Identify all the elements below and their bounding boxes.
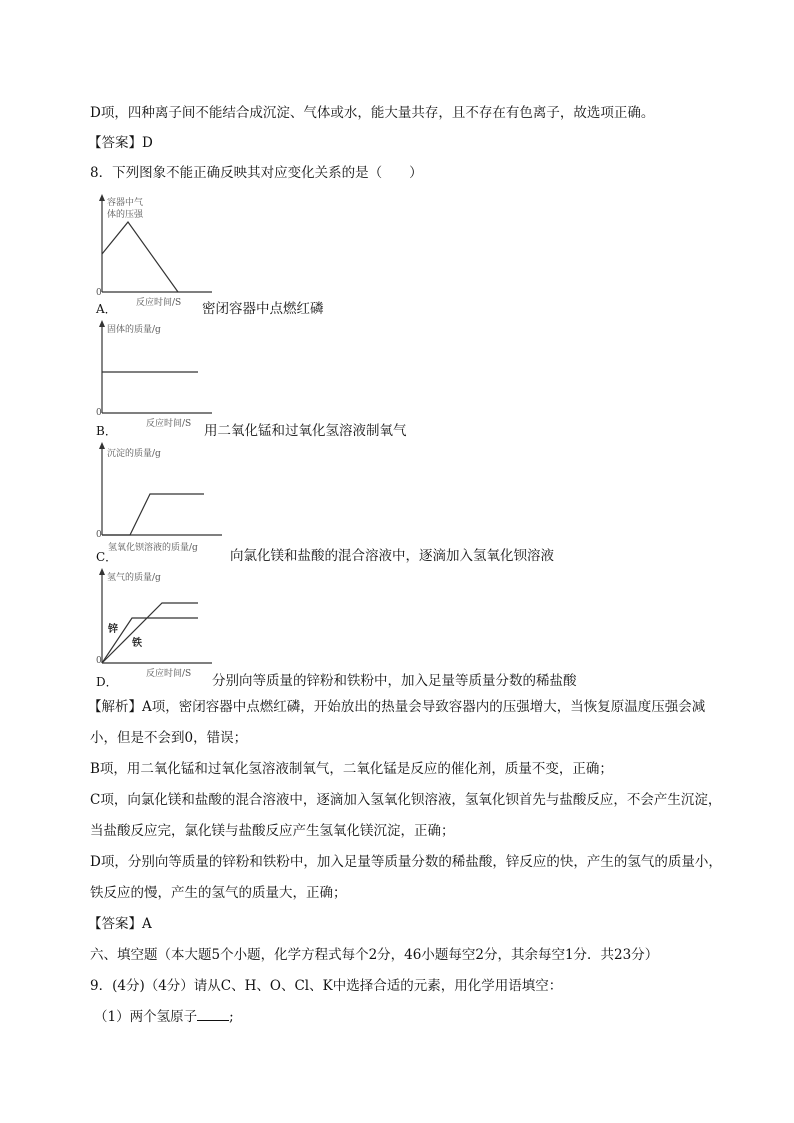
option-a-caption: 密闭容器中点燃红磷 [202,301,324,317]
analysis-line-1: 【解析】A项，密闭容器中点燃红磷，开始放出的热量会导致容器内的压强增大，当恢复原温度压强会减 [88,699,706,715]
option-a-label: A． [96,302,117,316]
graph-c-precipitate-line [102,494,204,535]
section-6-title: 六、填空题（本大题5个小题，化学方程式每个2分，46小题每空2分，其余每空1分．共23分） [90,947,659,963]
graph-a-pressure-line [102,222,178,292]
previous-answer: 【答案】D [88,135,153,151]
analysis-line-2: 小，但是不会到0，错误； [90,730,248,746]
graph-c-xlabel: 氢氧化钡溶液的质量/g [108,543,198,553]
graph-a-ylabel-1: 容器中气 [107,198,144,208]
analysis-line-4: C项，向氯化镁和盐酸的混合溶液中，逐滴加入氢氧化钡溶液，氢氧化钡首先与盐酸反应，不会产生沉淀， [90,792,722,808]
semicolon: ; [229,1009,234,1025]
analysis-line-6: D项，分别向等质量的锌粉和铁粉中，加入足量等质量分数的稀盐酸，锌反应的快，产生的氢气的质量小， [90,854,722,870]
graph-c-y-arrow [99,442,105,449]
question-8-stem: 8．下列图象不能正确反映其对应变化关系的是（ ） [90,165,423,181]
graph-a-y-arrow [99,194,105,201]
graph-b-origin: 0 [96,408,102,418]
option-b-caption: 用二氧化锰和过氧化氢溶液制氧气 [204,423,407,439]
question-9-part-1 [94,1008,234,1026]
option-c-label: C． [96,550,118,564]
graph-d-y-arrow [99,568,105,575]
question-9-part-1-text: （1）两个氢原子 [94,1009,198,1025]
graph-d-ylabel: 氢气的质量/g [107,573,161,583]
option-b-label: B． [96,424,117,438]
analysis-line-3: B项，用二氧化锰和过氧化氢溶液制氧气，二氧化锰是反应的催化剂，质量不变，正确； [90,761,613,777]
graph-b-ylabel: 固体的质量/g [107,325,161,335]
graph-d-xlabel: 反应时间/S [146,669,192,679]
graph-d-origin: 0 [96,656,102,666]
option-d-label: D． [96,675,118,689]
analysis-line-5: 当盐酸反应完，氯化镁与盐酸反应产生氢氧化镁沉淀，正确； [90,823,455,839]
graph-a-ylabel-2: 体的压强 [107,210,144,220]
option-d-caption: 分别向等质量的锌粉和铁粉中，加入足量等质量分数的稀盐酸 [212,673,577,689]
d-option-explanation: D项，四种离子间不能结合成沉淀、气体或水，能大量共存，且不存在有色离子，故选项正确。 [90,105,655,121]
option-c-caption: 向氯化镁和盐酸的混合溶液中，逐滴加入氢氧化钡溶液 [230,548,554,564]
analysis-line-7: 铁反应的慢，产生的氢气的质量大，正确； [90,885,347,901]
graph-d-zinc-label: 锌 [108,624,118,635]
graph-a-xlabel: 反应时间/S [136,298,182,308]
graph-b-y-arrow [99,320,105,327]
graph-c-origin: 0 [96,530,102,540]
answer-blank[interactable] [197,1008,229,1021]
graph-c-ylabel: 沉淀的质量/g [107,449,161,459]
graph-b-xlabel: 反应时间/S [146,419,192,429]
graph-a-origin: 0 [96,288,102,298]
answer-q8: 【答案】A [88,916,152,932]
question-9-stem: 9．(4分)（4分）请从C、H、O、Cl、K中选择合适的元素，用化学用语填空： [90,978,563,994]
graph-d-iron-label: 铁 [132,638,142,649]
